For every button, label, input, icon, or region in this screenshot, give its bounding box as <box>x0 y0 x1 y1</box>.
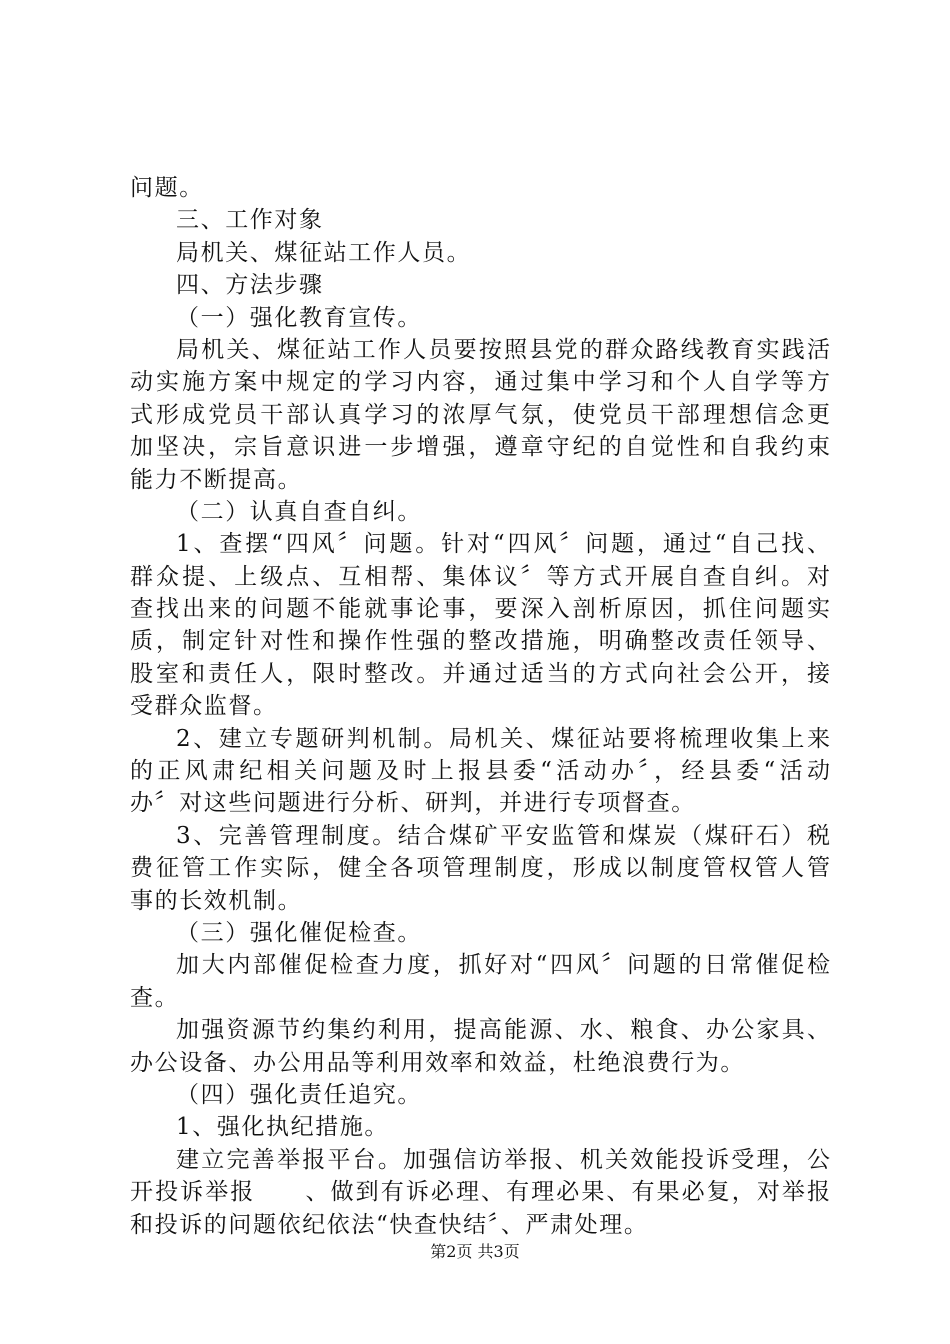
text-line: 办〞对这些问题进行分析、研判，并进行专项督查。 <box>130 790 696 817</box>
text-line: 费征管工作实际，健全各项管理制度，形成以制度管权管人管 <box>130 855 830 882</box>
text-line: 加大内部催促检查力度，抓好对“四风〞问题的日常催促检 <box>176 952 830 979</box>
text-line: 1、强化执纪措施。 <box>176 1114 390 1141</box>
subsection-heading: （一）强化教育宣传。 <box>176 304 422 331</box>
text-line: 建立完善举报平台。加强信访举报、机关效能投诉受理，公 <box>176 1146 830 1173</box>
text-line: 问题。 <box>130 175 204 201</box>
text-line: 局机关、煤征站工作人员要按照县党的群众路线教育实践活 <box>176 336 830 363</box>
text-line: 查。 <box>130 984 180 1011</box>
text-line: 能力不断提高。 <box>130 466 303 493</box>
text-line: 式形成党员干部认真学习的浓厚气氛，使党员干部理想信念更 <box>130 401 830 428</box>
text-line: 加强资源节约集约利用，提高能源、水、粮食、办公家具、 <box>176 1017 830 1044</box>
text-line: 局机关、煤征站工作人员。 <box>176 239 472 266</box>
text-line: 群众提、上级点、互相帮、集体议〞等方式开展自查自纠。对 <box>130 563 830 590</box>
text-line: 的正风肃纪相关问题及时上报县委“活动办〞，经县委“活动 <box>130 758 830 785</box>
text-line: 事的长效机制。 <box>130 887 303 914</box>
text-line: 股室和责任人，限时整改。并通过适当的方式向社会公开，接 <box>130 660 830 687</box>
section-heading: 三、工作对象 <box>176 207 324 234</box>
page-footer: 第2页 共3页 <box>430 1242 520 1261</box>
text-line: 办公设备、办公用品等利用效率和效益，杜绝浪费行为。 <box>130 1049 745 1076</box>
document-body <box>130 172 830 1241</box>
text-line: 查找出来的问题不能就事论事，要深入剖析原因，抓住问题实 <box>130 596 830 623</box>
subsection-heading: （二）认真自查自纠。 <box>176 498 422 525</box>
text-line: 开投诉举报 、做到有诉必理、有理必果、有果必复，对举报 <box>130 1179 830 1206</box>
text-line: 动实施方案中规定的学习内容，通过集中学习和个人自学等方 <box>130 369 830 396</box>
text-line: 3、完善管理制度。结合煤矿平安监管和煤炭（煤矸石）税 <box>176 822 830 849</box>
subsection-heading: （三）强化催促检查。 <box>176 919 422 946</box>
text-line: 质，制定针对性和操作性强的整改措施，明确整改责任领导、 <box>130 628 830 655</box>
text-line: 2、建立专题研判机制。局机关、煤征站要将梳理收集上来 <box>176 725 830 752</box>
subsection-heading: （四）强化责任追究。 <box>176 1081 422 1108</box>
text-line: 受群众监督。 <box>130 693 278 720</box>
text-line: 和投诉的问题依纪依法“快查快结〞、严肃处理。 <box>130 1211 649 1238</box>
text-line: 1、查摆“四风〞问题。针对“四风〞问题，通过“自己找、 <box>176 531 830 558</box>
text-line: 加坚决，宗旨意识进一步增强，遵章守纪的自觉性和自我约束 <box>130 434 830 461</box>
section-heading: 四、方法步骤 <box>176 272 324 299</box>
